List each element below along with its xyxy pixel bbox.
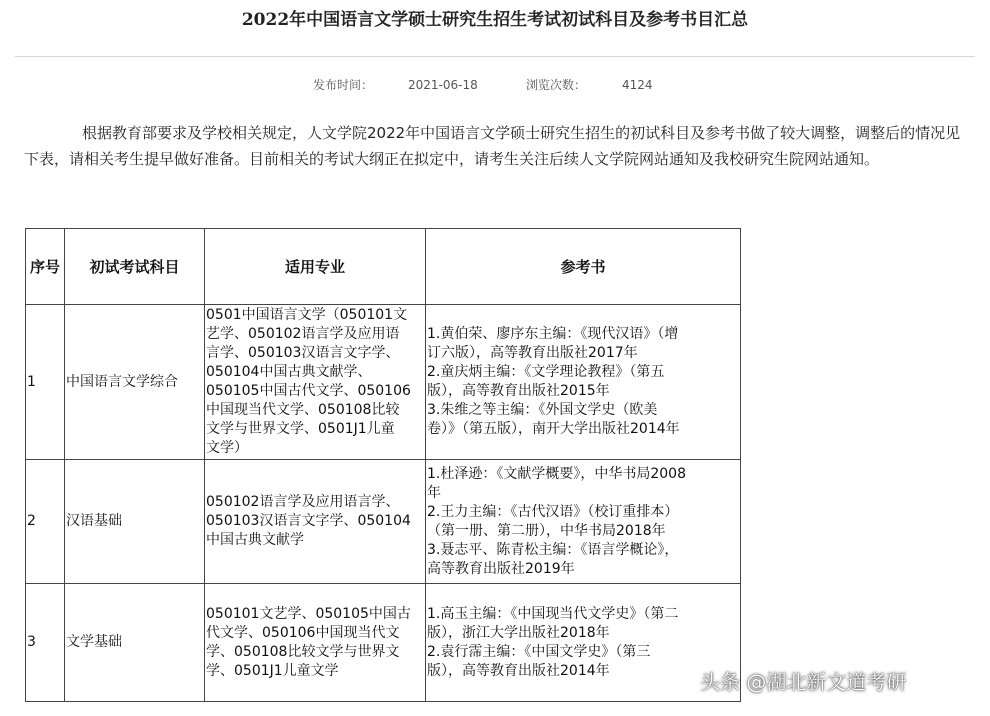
- major-line: 中国现当代文学、050108比较: [206, 402, 400, 418]
- row-subject: 中国语言文学综合: [65, 305, 205, 460]
- book-line: 版），浙江大学出版社2018年: [427, 624, 610, 641]
- publish-label: 发布时间：: [313, 78, 374, 92]
- book-line: 3.朱维之等主编：《外国文学史（欧美: [427, 402, 658, 418]
- row-number: 3: [26, 584, 65, 702]
- col-header-subject: 初试考试科目: [65, 229, 205, 305]
- book-line: 1.高玉主编：《中国现当代文学史》（第二: [427, 605, 679, 622]
- major-line: 中国古典文献学: [206, 532, 304, 548]
- major-line: 代文学、050106中国现当代文: [206, 624, 400, 641]
- book-line: 2.童庆炳主编：《文学理论教程》（第五: [427, 364, 665, 380]
- major-line: 艺学、050102语言学及应用语: [206, 326, 400, 342]
- title-divider: [15, 56, 975, 57]
- major-line: 言学、050103汉语言文字学、: [206, 345, 400, 361]
- book-line: 订六版），高等教育出版社2017年: [427, 345, 638, 361]
- row-number: 1: [26, 305, 65, 460]
- book-line: 2.王力主编：《古代汉语》（校订重排本）: [427, 503, 679, 520]
- row-subject: 文学基础: [65, 584, 205, 702]
- row-books: [426, 584, 741, 702]
- book-line: 卷）》（第五版），南开大学出版社2014年: [427, 421, 680, 437]
- major-line: 文学与世界文学、0501J1儿童: [206, 421, 395, 437]
- reference-table: [25, 228, 741, 702]
- major-line: 050102语言学及应用语言学、: [206, 494, 400, 510]
- book-line: 2.袁行霈主编：《中国文学史》（第三: [427, 643, 651, 660]
- views-label: 浏览次数：: [526, 78, 587, 92]
- major-line: 050104中国古典文献学、: [206, 364, 372, 380]
- col-header-no: 序号: [26, 229, 65, 305]
- publish-date: 2021-06-18: [408, 78, 478, 92]
- book-line: 版），高等教育出版社2014年: [427, 662, 610, 679]
- book-line: 高等教育出版社2019年: [427, 560, 575, 577]
- major-line: 050105中国古代文学、050106: [206, 383, 411, 399]
- row-books: [426, 460, 741, 584]
- col-header-majors: 适用专业: [205, 229, 426, 305]
- row-subject: 汉语基础: [65, 460, 205, 584]
- row-majors: [205, 584, 426, 702]
- table-row: [26, 460, 741, 584]
- book-line: 1.黄伯荣、廖序东主编：《现代汉语》（增: [427, 326, 679, 342]
- book-line: 3.聂志平、陈青松主编：《语言学概论》，: [427, 541, 679, 558]
- major-line: 文学）: [206, 440, 248, 456]
- table-row: [26, 305, 741, 460]
- views-count: 4124: [622, 78, 653, 92]
- major-line: 0501中国语言文学（050101文: [206, 307, 408, 323]
- page-title: 2022年中国语言文学硕士研究生招生考试初试科目及参考书目汇总: [241, 10, 749, 30]
- major-line: 050103汉语言文字学、050104: [206, 513, 411, 529]
- watermark-logo: 头条 @湖北新文道考研: [700, 670, 907, 694]
- book-line: （第一册、第二册），中华书局2018年: [427, 522, 666, 539]
- row-books: [426, 305, 741, 460]
- table-header-row: [26, 229, 741, 305]
- book-line: 版），高等教育出版社2015年: [427, 383, 610, 399]
- major-line: 050101文艺学、050105中国古: [206, 605, 411, 622]
- major-line: 学、0501J1儿童文学: [206, 662, 339, 679]
- col-header-books: 参考书: [426, 229, 741, 305]
- table-row: [26, 584, 741, 702]
- book-line: 年: [427, 484, 441, 501]
- intro-paragraph: 根据教育部要求及学校相关规定，人文学院2022年中国语言文学硕士研究生招生的初试科目及参考书做了较大调整，调整后的情况见下表，请相关考生提早做好准备。目前相关的考试大纲正在拟定中，请考生关注后续人文学院网站通知及我校研究生院网站通知。: [24, 124, 961, 168]
- major-line: 学、050108比较文学与世界文: [206, 643, 400, 660]
- row-majors: [205, 460, 426, 584]
- row-majors: [205, 305, 426, 460]
- row-number: 2: [26, 460, 65, 584]
- book-line: 1.杜泽逊：《文献学概要》，中华书局2008: [427, 465, 686, 482]
